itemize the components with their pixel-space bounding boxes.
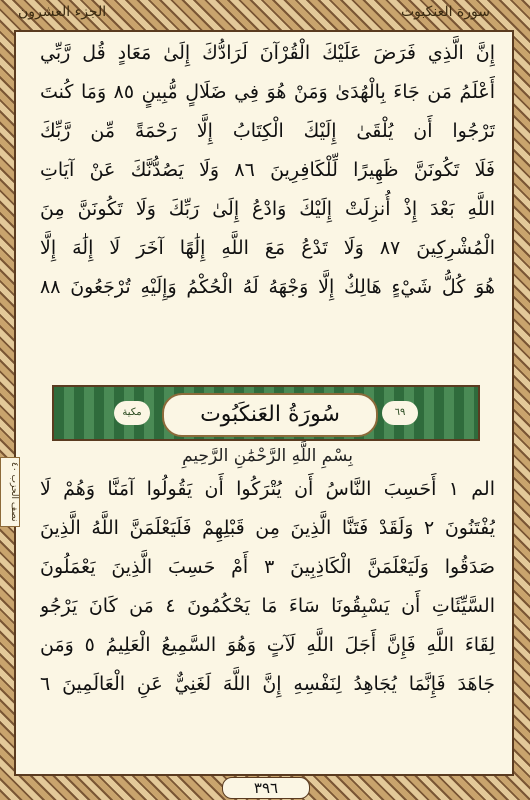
text-line: فَلَا تَكُونَنَّ ظَهِيرًا لِّلْكَافِرِينَ ٨٦ وَلَا يَصُدُّنَّكَ عَنْ آيَاتِ (40, 159, 495, 181)
hizb-marker: نصف الحزب ٤٠ (0, 457, 20, 527)
text-line: صَدَقُوا وَلَيَعْلَمَنَّ الْكَاذِبِينَ ٣ أَمْ حَسِبَ الَّذِينَ يَعْمَلُونَ (40, 556, 495, 578)
text-line: أَعْلَمُ مَن جَاءَ بِالْهُدَىٰ وَمَنْ هُوَ فِي ضَلَالٍ مُّبِينٍ ٨٥ وَمَا كُنتَ (40, 81, 495, 103)
surah-title: سُورَةُ العَنكَبُوت (162, 393, 378, 437)
surah-type-label: مكية (114, 401, 150, 425)
surah-name-label: سورة العنكبوت (400, 4, 490, 20)
text-line: لِقَاءَ اللَّهِ فَإِنَّ أَجَلَ اللَّهِ لَآتٍ وَهُوَ السَّمِيعُ الْعَلِيمُ ٥ وَمَن (40, 634, 495, 656)
page-number: ٣٩٦ (222, 777, 310, 799)
text-line: السَّيِّئَاتِ أَن يَسْبِقُونَا سَاءَ مَا يَحْكُمُونَ ٤ مَن كَانَ يَرْجُو (40, 595, 495, 617)
surah-banner (52, 385, 480, 441)
text-line: الم ١ أَحَسِبَ النَّاسُ أَن يُتْرَكُوا أَن يَقُولُوا آمَنَّا وَهُمْ لَا (40, 478, 495, 500)
page-header (0, 0, 530, 30)
juz-label: الجزء العشرون (18, 4, 107, 20)
bottom-text-block (40, 470, 495, 704)
text-line: جَاهَدَ فَإِنَّمَا يُجَاهِدُ لِنَفْسِهِ إِنَّ اللَّهَ لَغَنِيٌّ عَنِ الْعَالَمِينَ ٦ (40, 673, 495, 695)
text-line: الْمُشْرِكِينَ ٨٧ وَلَا تَدْعُ مَعَ اللَّهِ إِلَٰهًا آخَرَ لَا إِلَٰهَ إِلَّا (40, 237, 495, 259)
text-line: تَرْجُوا أَن يُلْقَىٰ إِلَيْكَ الْكِتَابُ إِلَّا رَحْمَةً مِّن رَّبِّكَ (40, 120, 495, 142)
surah-ayah-count: ٦٩ (382, 401, 418, 425)
basmala: بِسْمِ اللَّهِ الرَّحْمَٰنِ الرَّحِيمِ (182, 446, 353, 466)
top-text-block (40, 34, 495, 307)
text-line: هُوَ كُلُّ شَيْءٍ هَالِكٌ إِلَّا وَجْهَهُ لَهُ الْحُكْمُ وَإِلَيْهِ تُرْجَعُونَ ٨٨ (40, 276, 495, 298)
text-line: اللَّهِ بَعْدَ إِذْ أُنزِلَتْ إِلَيْكَ وَادْعُ إِلَىٰ رَبِّكَ وَلَا تَكُونَنَّ مِنَ (40, 198, 495, 220)
text-line: يُفْتَنُونَ ٢ وَلَقَدْ فَتَنَّا الَّذِينَ مِن قَبْلِهِمْ فَلَيَعْلَمَنَّ اللَّهُ الَّذِينَ (40, 517, 495, 539)
text-line: إِنَّ الَّذِي فَرَضَ عَلَيْكَ الْقُرْآنَ لَرَادُّكَ إِلَىٰ مَعَادٍ قُل رَّبِّي (40, 42, 495, 64)
